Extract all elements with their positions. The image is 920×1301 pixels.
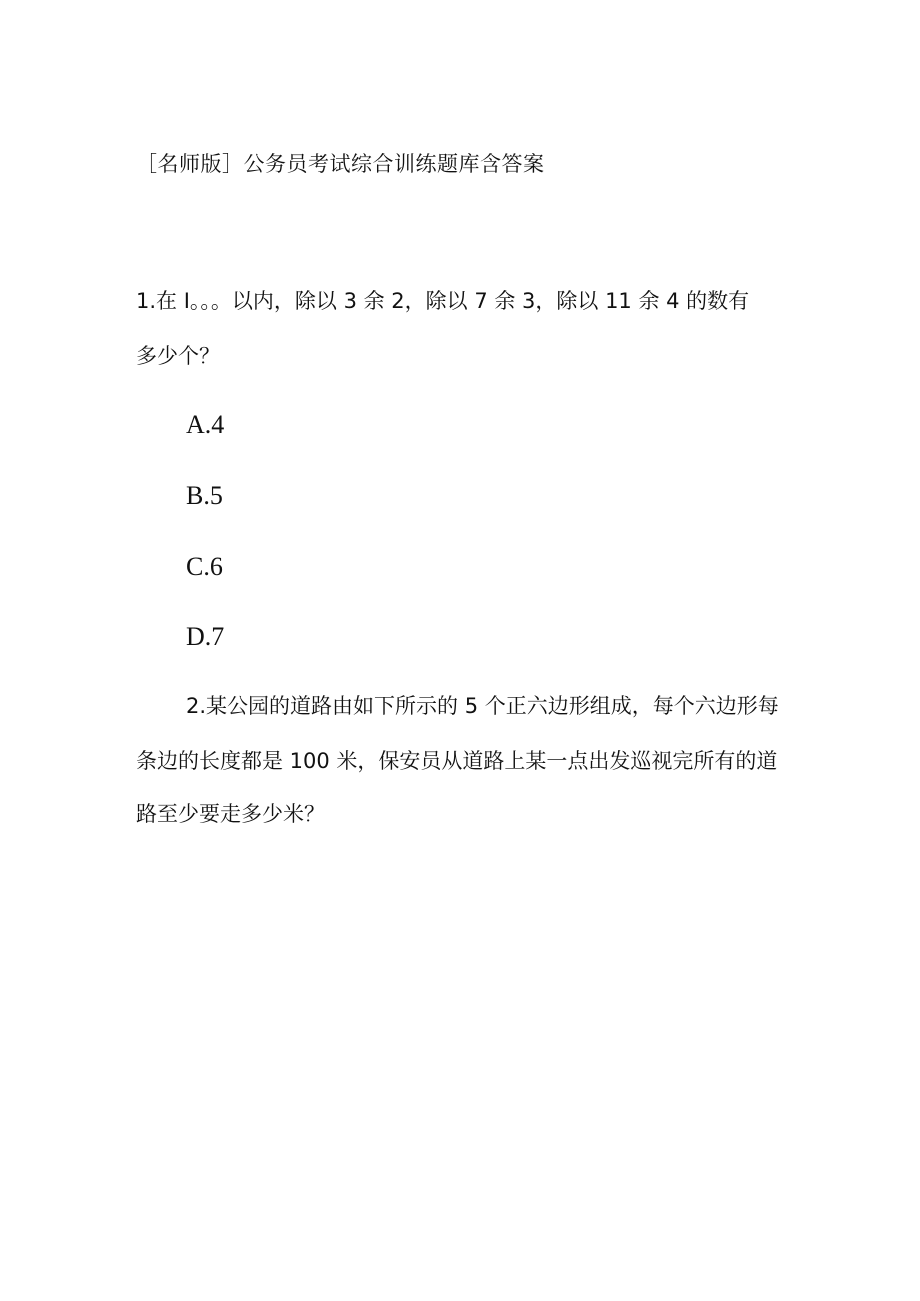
question-2-text-line-2: 条边的长度都是 100 米，保安员从道路上某一点出发巡视完所有的道: [136, 749, 778, 773]
question-1-option-d: D.7: [186, 622, 225, 651]
question-1-text-line-2: 多少个？: [136, 344, 220, 368]
question-1-text-line-1: 1.在 I。。。以内，除以 3 余 2，除以 7 余 3，除以 11 余 4 的数有: [136, 289, 750, 313]
question-1-option-b: B.5: [186, 481, 223, 510]
question-2-text-line-3: 路至少要走多少米？: [136, 802, 325, 826]
question-2-text-line-1: 2.某公园的道路由如下所示的 5 个正六边形组成，每个六边形每: [186, 694, 779, 718]
document-title: ［名师版］公务员考试综合训练题库含答案: [136, 152, 545, 176]
question-1-option-c: C.6: [186, 552, 223, 581]
question-1-option-a: A.4: [186, 410, 225, 439]
